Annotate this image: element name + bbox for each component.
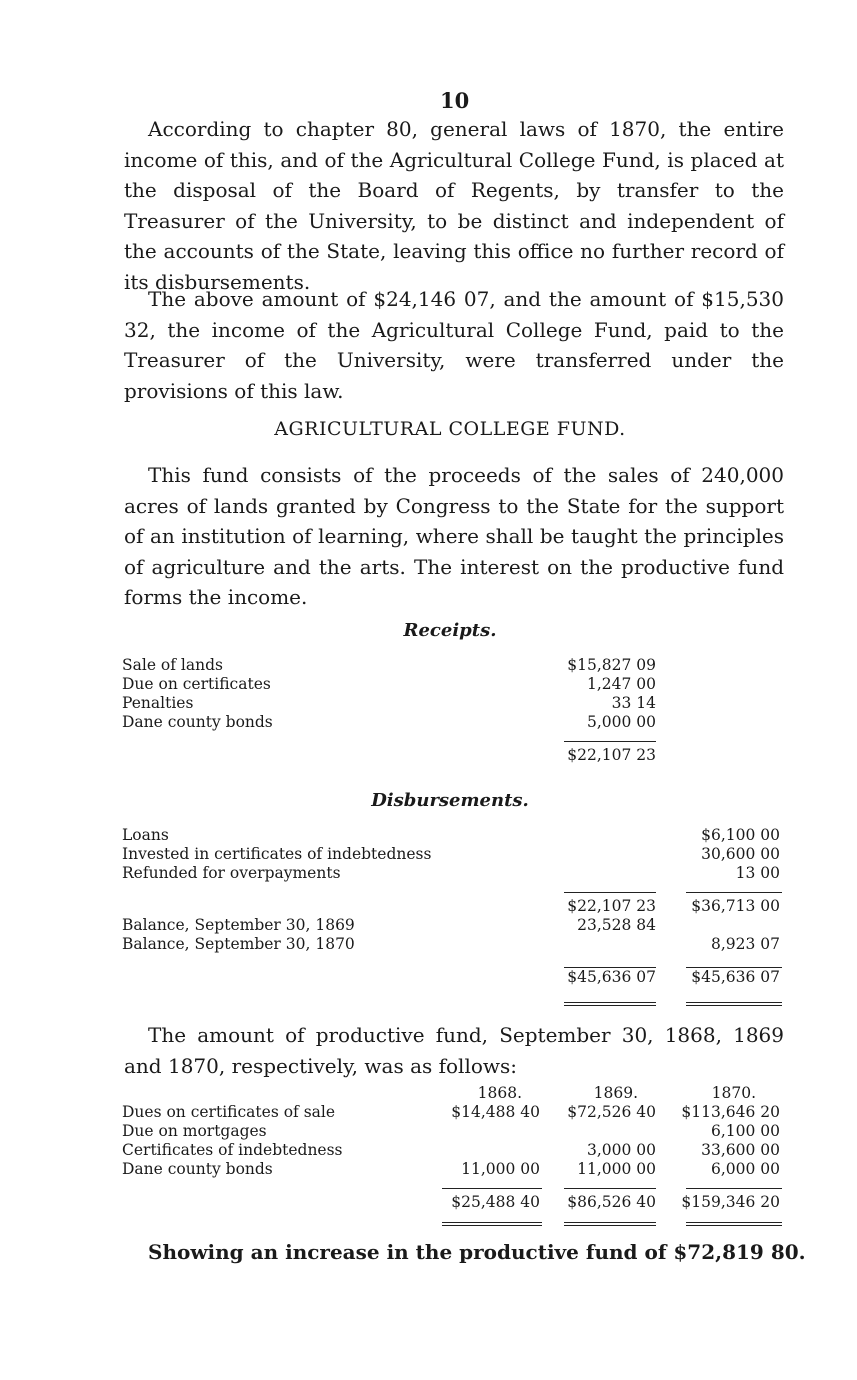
row-amount: 33 14: [611, 694, 656, 712]
table-row: [122, 826, 784, 845]
intro-paragraph-1: According to chapter 80, general laws of 1870, the entire income of this, and of the Agricultural College Fund, is placed at the disposal of the Board of Regents, by transfer to the Treasurer of the University, to be distinct and independent of the accounts of the State, leaving this office no further record of its disbursements.: [124, 117, 784, 294]
row-label: Loans: [122, 826, 169, 844]
row-label: Balance, September 30, 1869: [122, 916, 355, 934]
value-1870: 6,000 00: [710, 1160, 780, 1178]
table-row-grand-total: [122, 968, 784, 987]
column-header-1870: 1870.: [711, 1084, 756, 1102]
divider: [686, 1188, 782, 1189]
row-label: Invested in certificates of indebtedness: [122, 845, 432, 863]
row-amount: 13 00: [735, 864, 780, 882]
value-1870: 6,100 00: [710, 1122, 780, 1140]
productive-fund-table: [122, 1084, 784, 1224]
total-1868: $25,488 40: [451, 1193, 540, 1211]
table-row-totals: [122, 1193, 784, 1212]
row-amount: 23,528 84: [577, 916, 656, 934]
total-1869: $86,526 40: [567, 1193, 656, 1211]
row-label: Sale of lands: [122, 656, 223, 674]
grand-total-col1: $45,636 07: [567, 968, 656, 986]
double-divider: [686, 1222, 782, 1226]
intro-paragraph-2: The above amount of $24,146 07, and the amount of $15,530 32, the income of the Agricultural College Fund, paid to the Treasurer of the University, were transferred under the provisions of this law.: [124, 287, 784, 403]
productive-fund-paragraph: The amount of productive fund, September 30, 1868, 1869 and 1870, respectively, was as follows:: [124, 1023, 784, 1078]
value-1870: $113,646 20: [681, 1103, 780, 1121]
value-1869: 3,000 00: [586, 1141, 656, 1159]
table-header-row: [122, 1084, 784, 1103]
divider: [564, 892, 656, 893]
subtotal-col1: $22,107 23: [567, 897, 656, 915]
row-label: Penalties: [122, 694, 194, 712]
double-divider: [564, 1222, 656, 1226]
table-row-total: [122, 746, 784, 765]
row-amount: 1,247 00: [586, 675, 656, 693]
receipts-title: Receipts.: [403, 620, 497, 641]
disbursements-table: [122, 826, 784, 987]
closing-statement: Showing an increase in the productive fund of $72,819 80.: [148, 1240, 806, 1264]
table-row: [122, 694, 784, 713]
row-label: Dane county bonds: [122, 713, 273, 731]
double-divider: [686, 1002, 782, 1006]
divider: [564, 1188, 656, 1189]
grand-total-col2: $45,636 07: [691, 968, 780, 986]
table-row: [122, 656, 784, 675]
table-row: [122, 935, 784, 954]
divider: [564, 741, 656, 742]
double-divider: [442, 1222, 542, 1226]
value-1868: 11,000 00: [461, 1160, 540, 1178]
row-amount: $15,827 09: [567, 656, 656, 674]
table-row: [122, 1103, 784, 1122]
row-label: Due on mortgages: [122, 1122, 267, 1140]
table-row: [122, 916, 784, 935]
row-label: Due on certificates: [122, 675, 271, 693]
disbursements-title: Disbursements.: [371, 790, 529, 811]
row-amount: 30,600 00: [701, 845, 780, 863]
table-row: [122, 864, 784, 883]
receipts-total: $22,107 23: [567, 746, 656, 764]
section-heading: AGRICULTURAL COLLEGE FUND.: [274, 418, 626, 440]
table-row: [122, 1141, 784, 1160]
table-row: [122, 845, 784, 864]
table-row: [122, 1160, 784, 1179]
total-1870: $159,346 20: [681, 1193, 780, 1211]
receipts-table: [122, 656, 784, 765]
double-divider: [564, 1002, 656, 1006]
row-label: Balance, September 30, 1870: [122, 935, 355, 953]
value-1868: $14,488 40: [451, 1103, 540, 1121]
subtotal-col2: $36,713 00: [691, 897, 780, 915]
value-1869: 11,000 00: [577, 1160, 656, 1178]
row-label: Certificates of indebtedness: [122, 1141, 343, 1159]
row-amount: $6,100 00: [701, 826, 780, 844]
divider: [686, 892, 782, 893]
row-label: Dane county bonds: [122, 1160, 273, 1178]
column-header-1868: 1868.: [477, 1084, 522, 1102]
divider: [442, 1188, 542, 1189]
value-1869: $72,526 40: [567, 1103, 656, 1121]
row-amount: 5,000 00: [586, 713, 656, 731]
table-row: [122, 675, 784, 694]
fund-description-paragraph: This fund consists of the proceeds of the sales of 240,000 acres of lands granted by Congress to the State for the support of an institution of learning, where shall be taught the principles of agriculture and the arts. The interest on the productive fund forms the income.: [124, 463, 784, 609]
page-number: 10: [440, 88, 470, 113]
row-label: Dues on certificates of sale: [122, 1103, 336, 1121]
column-header-1869: 1869.: [593, 1084, 638, 1102]
table-row: [122, 1122, 784, 1141]
row-label: Refunded for overpayments: [122, 864, 341, 882]
value-1870: 33,600 00: [701, 1141, 780, 1159]
table-row: [122, 713, 784, 732]
row-amount: 8,923 07: [710, 935, 780, 953]
table-row-subtotal: [122, 897, 784, 916]
